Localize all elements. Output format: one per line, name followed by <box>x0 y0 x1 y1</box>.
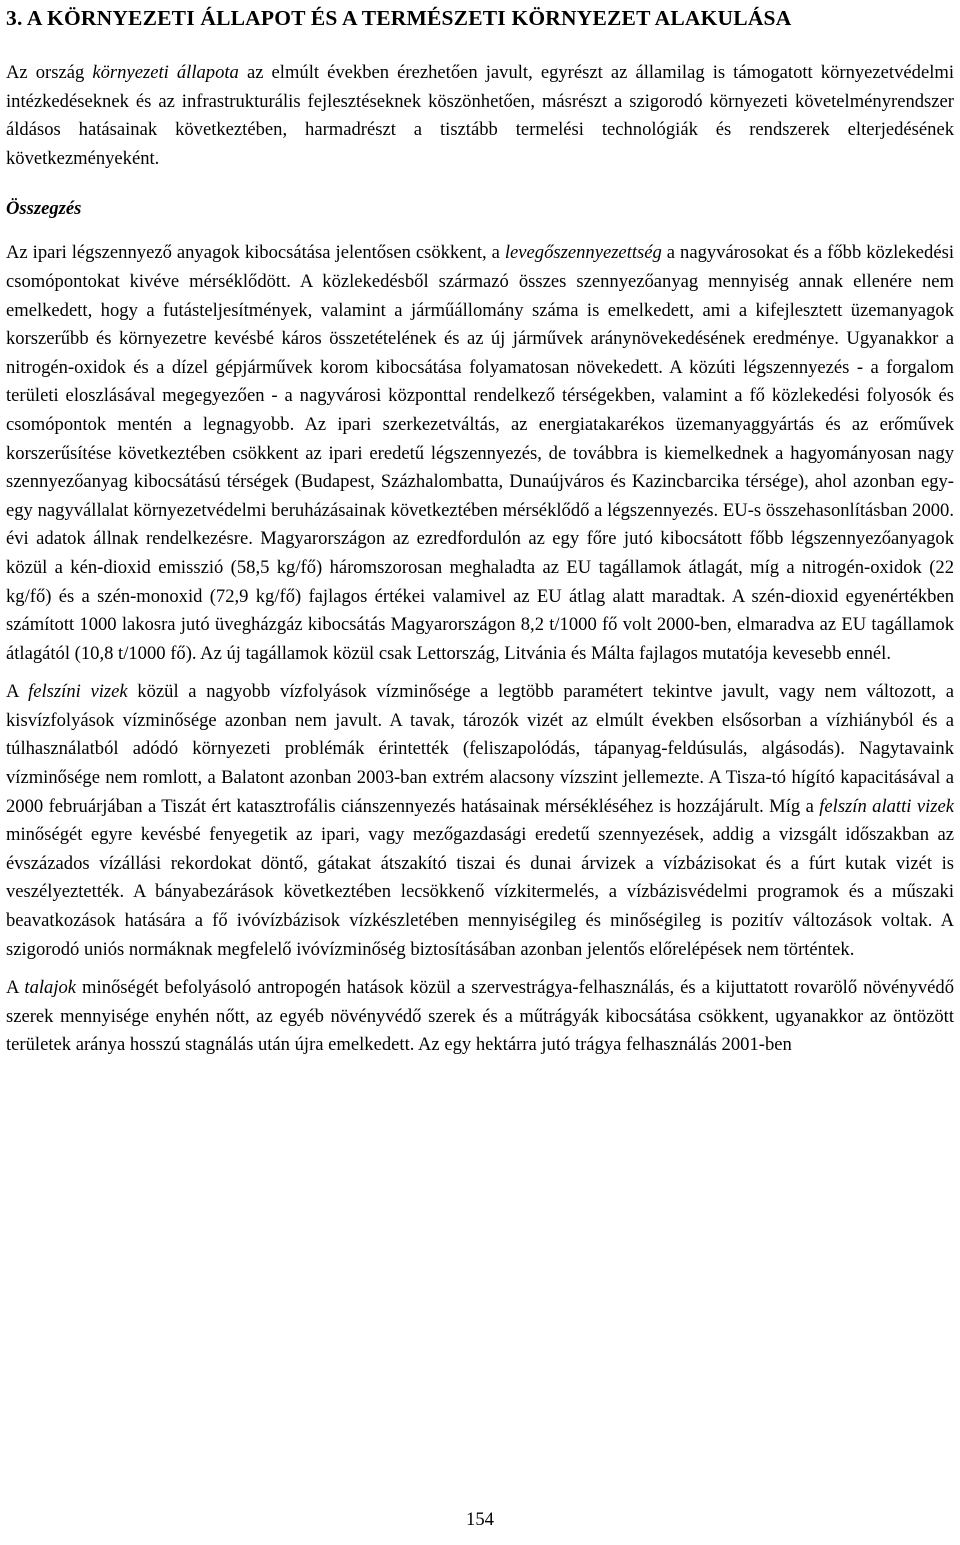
water-emphasis-1: felszíni vizek <box>28 681 128 703</box>
water-emphasis-2: felszín alatti vizek <box>819 795 954 817</box>
soil-quality-paragraph <box>6 974 954 1060</box>
intro-emphasis: környezeti állapota <box>92 62 239 83</box>
soil-text-2: minőségét befolyásoló antropogén hatások közül a szervestrágya-felhasználás, és a kijuttatott rovarölő növényvédő szerek mennyisége enyhén nőtt, az egyéb növényvédő szerek és a műtrágyák kibocsátása csökkent, ugyanakkor az öntözött területek aránya hosszú stagnálás után újra emelkedett. Az egy hektárra jutó trágya felhasználás 2001-ben <box>6 977 954 1056</box>
intro-paragraph <box>6 59 954 173</box>
summary-heading: Összegzés <box>6 198 82 220</box>
intro-text-1: Az ország <box>6 62 93 83</box>
document-page <box>6 4 954 1070</box>
water-text-3: minőségét egyre kevésbé fenyegetik az ipari, vagy mezőgazdasági eredetű szennyezések, addig a vizsgált időszakban az évszázados vízállási rekordokat döntő, gátakat átszakító tiszai és dunai árvizek a vízbázisokat és a fúrt kutak vizét is veszélyeztették. A bányabezárások következtében lecsökkenő vízkitermelés, a vízbázisvédelmi programok és a műszaki beavatkozások hatására a fő ivóvízbázisok vízkészletében mennyiségileg és minőségileg is pozitív változások voltak. A szigorodó uniós normáknak megfelelő ivóvízminőség biztosításában azonban jelentős előrelépések nem történtek. <box>6 824 954 960</box>
air-emphasis: levegőszennyezettség <box>504 242 662 264</box>
air-quality-paragraph <box>6 239 954 668</box>
water-text-2: közül a nagyobb vízfolyások vízminősége a legtöbb paramétert tekintve javult, vagy nem változott, a kisvízfolyások vízminősége azonban nem javult. A tavak, tározók vizét az elmúlt években elsősorban a vízhiányból és a túlhasználatból adódó környezeti problémák érintették (feliszapolódás, tápanyag-feldúsulás, algásodás). Nagytavaink vízminősége nem romlott, a Balatont azonban 2003-ban extrém alacsony vízszint jellemezte. A Tisza-tó hígító kapacitásával a 2000 februárjában a Tiszát ért katasztrofális ciánszennyezés hatásainak mérsékléséhez is hozzájárult. Míg a <box>6 681 954 817</box>
air-text-2: a nagyvárosokat és a főbb közlekedési csomópontokat kivéve mérséklődött. A közlekedésből származó összes szennyezőanyag mennyiség annak ellenére nem emelkedett, hogy a futásteljesítmények, valamint a járműállomány száma is emelkedett, ami a kifejlesztett üzemanyagok korszerűbb és környezetre kevésbé káros összetételének és az új járművek aránynövekedésének eredménye. Ugyanakkor a nitrogén-oxidok és a dízel gépjárművek korom kibocsátása folyamatosan növekedett. A közúti légszennyezés - a forgalom területi eloszlásával megegyezően - a nagyvárosi központtal rendelkező térségekben, valamint a fő közlekedési folyosók és csomópontok mentén a legnagyobb. Az ipari szerkezetváltás, az energiatakarékos üzemanyaggyártás és az erőművek korszerűsítése következtében csökkent az ipari eredetű légszennyezés, de továbbra is kiemelkednek a hagyományosan nagy szennyezőanyag kibocsátású térségek (Budapest, Százhalombatta, Dunaújváros és Kazincbarcika térsége), ahol azonban egy-egy nagyvállalat környezetvédelmi beruházásainak következtében mérséklődő a légszennyezés. EU-s összehasonlításban 2000. évi adatok állnak rendelkezésre. Magyarországon az ezredfordulón az egy főre jutó kibocsátott főbb légszennyezőanyagok közül a kén-dioxid emisszió (58,5 kg/fő) háromszorosan meghaladta az EU tagállamok átlagát, míg a nitrogén-oxidok (22 kg/fő) és a szén-monoxid (72,9 kg/fő) fajlagos értékei valamivel az EU átlag alatt maradtak. A szén-dioxid egyenértékben számított 1000 lakosra jutó üvegházgáz kibocsátás Magyarországon 8,2 t/1000 fő volt 2000-ben, elmaradva az EU tagállamok átlagától (10,8 t/1000 fő). Az új tagállamok közül csak Lettország, Litvánia és Málta fajlagos mutatója kevesebb ennél. <box>6 242 954 664</box>
section-heading: 3. A KÖRNYEZETI ÁLLAPOT ÉS A TERMÉSZETI KÖRNYEZET ALAKULÁSA <box>6 6 792 30</box>
air-text-1: Az ipari légszennyező anyagok kibocsátása jelentősen csökkent, a <box>6 242 505 264</box>
page-number: 154 <box>466 1509 494 1530</box>
intro-text-2: az elmúlt években érezhetően javult, egyrészt az államilag is támogatott környezetvédelmi intézkedéseknek és az infrastrukturális fejlesztéseknek köszönhetően, másrészt a szigorodó környezeti követelményrendszer áldásos hatásainak következtében, harmadrészt a tisztább termelési technológiák és rendszerek elterjedésének következményeként. <box>6 62 954 169</box>
water-text-1: A <box>6 681 29 703</box>
soil-text-1: A <box>6 977 25 999</box>
soil-emphasis: talajok <box>24 977 77 999</box>
water-quality-paragraph <box>6 678 954 964</box>
